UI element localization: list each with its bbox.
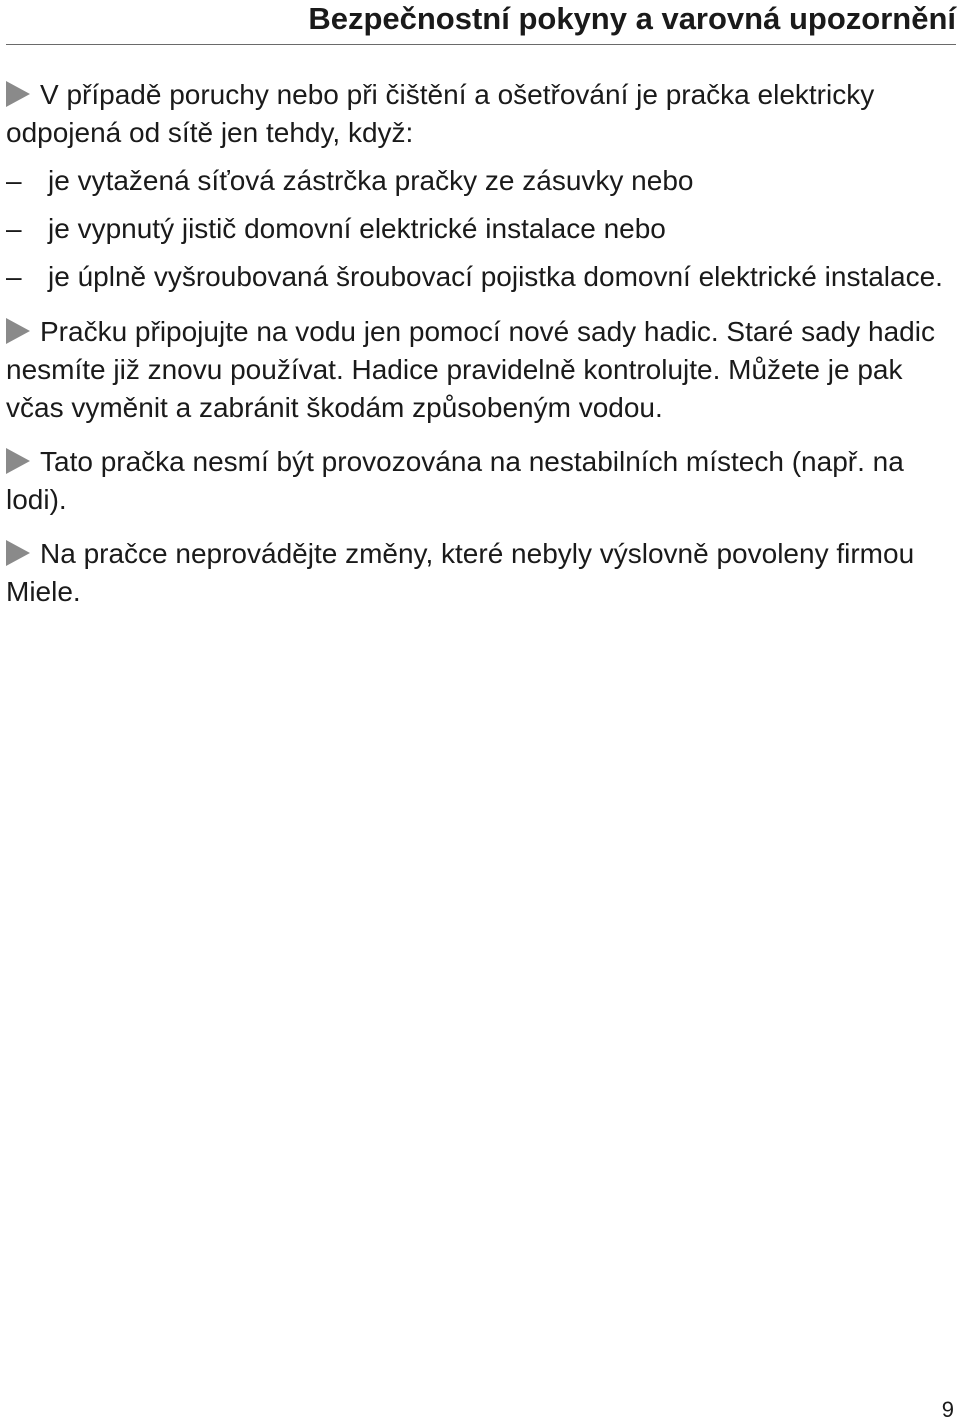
triangle-right-icon <box>6 448 30 474</box>
page-content <box>6 76 956 611</box>
triangle-right-icon <box>6 540 30 566</box>
page-title: Bezpečnostní pokyny a varovná upozornění <box>308 1 956 36</box>
dash-marker: – <box>6 213 22 244</box>
instruction-item <box>6 535 956 611</box>
dash-list-item <box>6 162 956 200</box>
dash-list-item <box>6 210 956 248</box>
dash-item-text: je vypnutý jistič domovní elektrické instalace nebo <box>48 213 666 244</box>
instruction-item <box>6 443 956 519</box>
dash-item-text: je vytažená síťová zástrčka pračky ze zásuvky nebo <box>48 165 694 196</box>
dash-marker: – <box>6 165 22 196</box>
page-header <box>0 0 960 47</box>
instruction-text: Na pračce neprovádějte změny, které nebyly výslovně povoleny firmou Miele. <box>6 538 915 607</box>
triangle-right-icon <box>6 81 30 107</box>
triangle-right-icon <box>6 318 30 344</box>
dash-item-text: je úplně vyšroubovaná šroubovací pojistka domovní elektrické instalace. <box>48 261 943 292</box>
instruction-text: V případě poruchy nebo při čištění a ošetřování je pračka elektricky odpojená od sítě jen tehdy, když: <box>6 79 875 148</box>
page-number: 9 <box>941 1397 954 1422</box>
instruction-text: Tato pračka nesmí být provozována na nestabilních místech (např. na lodi). <box>6 446 904 515</box>
instruction-item <box>6 76 956 152</box>
dash-marker: – <box>6 261 22 292</box>
dash-list-item <box>6 258 956 296</box>
instruction-text: Pračku připojujte na vodu jen pomocí nové sady hadic. Staré sady hadic nesmíte již znovu používat. Hadice pravidelně kontrolujte. Můžete je pak včas vyměnit a zabránit škodám způsobeným vodou. <box>6 316 935 423</box>
header-divider <box>6 44 956 45</box>
dash-list <box>6 162 956 296</box>
instruction-item <box>6 313 956 427</box>
